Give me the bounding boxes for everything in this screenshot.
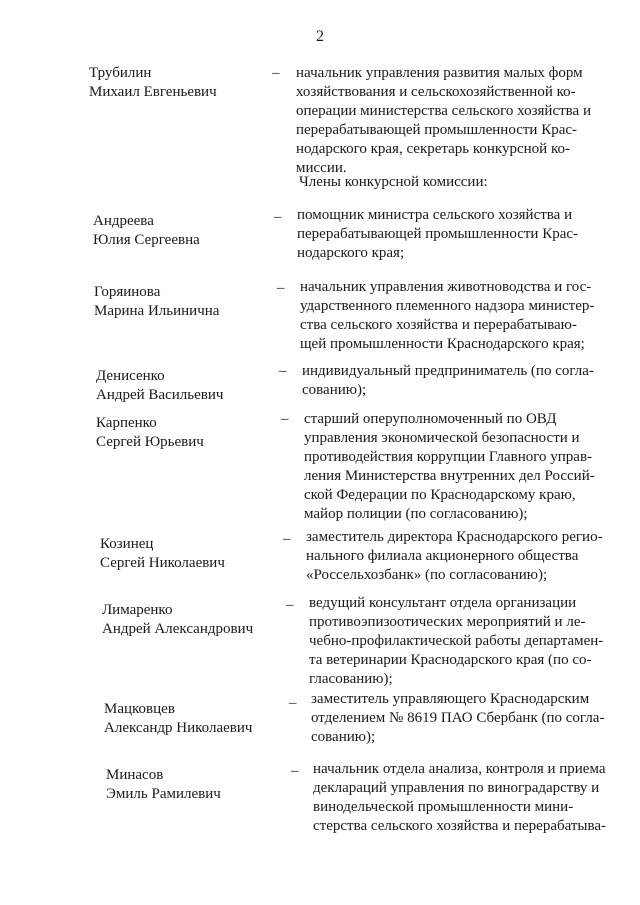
description-line: перерабатывающей промышленности Крас- xyxy=(296,122,578,138)
member-dash: – xyxy=(281,411,289,427)
member-description xyxy=(302,362,604,400)
description-line: противоэпизоотических мероприятий и ле- xyxy=(309,614,586,630)
member-description xyxy=(300,278,604,354)
member-dash: – xyxy=(289,695,297,711)
description-line: операции министерства сельского хозяйства и xyxy=(296,103,591,119)
secretary-description xyxy=(296,64,603,178)
description-line: начальник отдела анализа, контроля и приема xyxy=(313,761,606,777)
description-line: стерства сельского хозяйства и перерабатыва- xyxy=(313,818,607,834)
member-name xyxy=(102,601,253,639)
description-line: чебно-профилактической работы департамен- xyxy=(309,633,604,649)
member-dash: – xyxy=(291,763,299,779)
description-line: миссии. xyxy=(296,160,347,176)
secretary-dash: – xyxy=(272,65,280,81)
description-line: ства сельского хозяйства и перерабатываю- xyxy=(300,317,577,333)
secretary-given-name: Михаил Евгеньевич xyxy=(89,84,217,100)
description-line: нального филиала акционерного общества xyxy=(306,548,579,564)
description-line: ведущий консультант отдела организации xyxy=(309,595,577,611)
member-dash: – xyxy=(274,209,282,225)
description-line: перерабатывающей промышленности Крас- xyxy=(297,226,579,242)
description-line: начальник управления развития малых форм xyxy=(296,65,583,81)
description-line: та ветеринарии Краснодарского края (по со- xyxy=(309,652,592,668)
description-line: управления экономической безопасности и xyxy=(304,430,580,446)
description-line: заместитель управляющего Краснодарским xyxy=(311,691,590,707)
member-name xyxy=(93,212,200,250)
page-number: 2 xyxy=(316,28,324,45)
member-description xyxy=(297,206,602,263)
member-surname: Горяинова xyxy=(94,284,161,300)
description-line: ударственного племенного надзора министер- xyxy=(300,298,595,314)
member-name xyxy=(96,414,204,452)
description-line: отделением № 8619 ПАО Сбербанк (по согла- xyxy=(311,710,605,726)
description-line: сованию); xyxy=(302,382,367,398)
member-given-name: Сергей Николаевич xyxy=(100,555,225,571)
member-description xyxy=(313,760,613,836)
member-given-name: Юлия Сергеевна xyxy=(93,232,200,248)
member-dash: – xyxy=(286,597,294,613)
description-line: деклараций управления по виноградарству и xyxy=(313,780,600,796)
members-section-title: Члены конкурсной комиссии: xyxy=(299,174,488,190)
member-given-name: Андрей Александрович xyxy=(102,621,254,637)
description-line: «Россельхозбанк» (по согласованию); xyxy=(306,567,548,583)
member-surname: Денисенко xyxy=(96,368,165,384)
member-given-name: Эмиль Рамилевич xyxy=(106,786,221,802)
secretary-surname: Трубилин xyxy=(89,65,152,81)
member-surname: Козинец xyxy=(100,536,154,552)
description-line: помощник министра сельского хозяйства и xyxy=(297,207,573,223)
member-surname: Лимаренко xyxy=(102,602,173,618)
member-name xyxy=(100,535,225,573)
member-name xyxy=(104,700,252,738)
member-name xyxy=(96,367,223,405)
description-line: щей промышленности Краснодарского края; xyxy=(300,336,585,352)
description-line: нодарского края, секретарь конкурсной ко- xyxy=(296,141,570,157)
description-line: нодарского края; xyxy=(297,245,405,261)
description-line: индивидуальный предприниматель (по согла- xyxy=(302,363,594,379)
description-line: майор полиции (по согласованию); xyxy=(304,506,528,522)
member-dash: – xyxy=(277,280,285,296)
member-surname: Мацковцев xyxy=(104,701,175,717)
member-surname: Карпенко xyxy=(96,415,157,431)
member-given-name: Александр Николаевич xyxy=(104,720,253,736)
member-given-name: Марина Ильинична xyxy=(94,303,220,319)
member-dash: – xyxy=(279,363,287,379)
secretary-name xyxy=(89,64,217,102)
description-line: заместитель директора Краснодарского регио- xyxy=(306,529,603,545)
member-given-name: Сергей Юрьевич xyxy=(96,434,204,450)
description-line: ления Министерства внутренних дел Россий- xyxy=(304,468,595,484)
member-description xyxy=(309,594,609,689)
member-given-name: Андрей Васильевич xyxy=(96,387,224,403)
member-description xyxy=(304,410,606,524)
description-line: сованию); xyxy=(311,729,376,745)
description-line: гласованию); xyxy=(309,671,393,687)
member-surname: Минасов xyxy=(106,767,164,783)
member-surname: Андреева xyxy=(93,213,154,229)
description-line: старший оперуполномоченный по ОВД xyxy=(304,411,557,427)
member-description xyxy=(306,528,608,585)
member-name xyxy=(94,283,219,321)
member-description xyxy=(311,690,611,747)
member-dash: – xyxy=(283,531,291,547)
description-line: хозяйствования и сельскохозяйственной ко- xyxy=(296,84,576,100)
description-line: начальник управления животноводства и гос- xyxy=(300,279,592,295)
description-line: винодельческой промышленности мини- xyxy=(313,799,574,815)
member-name xyxy=(106,766,221,804)
description-line: ской Федерации по Краснодарскому краю, xyxy=(304,487,576,503)
description-line: противодействия коррупции Главного управ- xyxy=(304,449,593,465)
